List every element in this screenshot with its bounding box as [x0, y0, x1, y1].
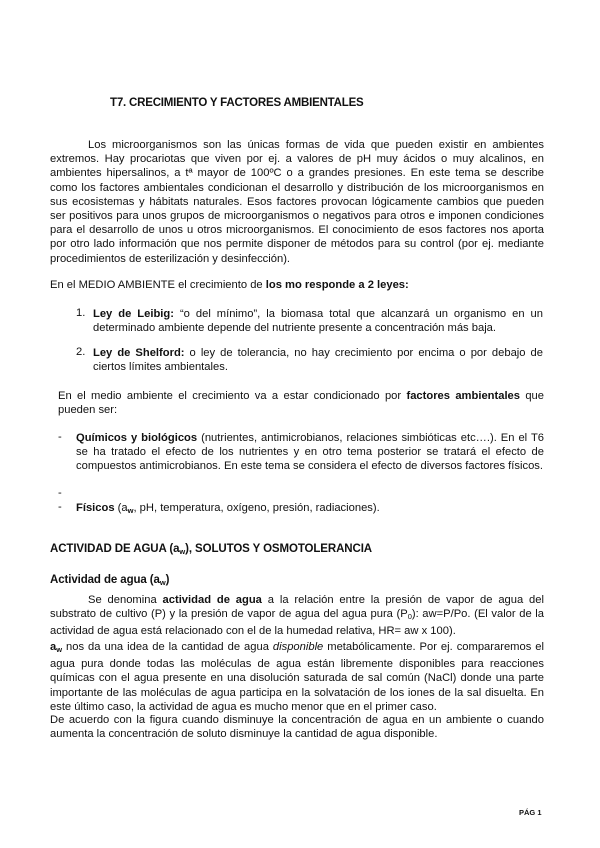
law-2-name: Ley de Shelford:	[93, 347, 185, 359]
factor-fisicos-sub: w	[127, 506, 134, 515]
factor-quimicos-text: (nutrientes, antimicrobianos, relaciones simbióticas etc….). En el T6 se ha tratado el efecto de los nutrientes y en otro tema posterior se tratará el efecto de compuestos antimicrobianos. En este tema se considera el efecto de diversos factores físicos.	[76, 432, 544, 473]
factor-quimicos-name: Químicos y biológicos	[76, 432, 198, 444]
law-1-text: “o del mínimo”, la biomasa total que alcanzará un organismo en un determinado ambiente depende del nutriente presente a concentración más baja.	[93, 308, 543, 335]
section-heading-pre: ACTIVIDAD DE AGUA (a	[50, 543, 180, 555]
law-1	[93, 307, 543, 335]
factor-fisicos-pre: (a	[114, 502, 128, 514]
factor-1-dash: -	[58, 431, 62, 443]
aw-definition-p2: a la relación entre la presión de vapor de agua del substrato de cultivo (P) y la presión de vapor de agua del agua pura (P	[50, 594, 544, 621]
aw-idea-italic: disponible	[272, 641, 324, 653]
law-1-name: Ley de Leibig:	[93, 308, 174, 320]
subsection-heading	[50, 574, 169, 587]
law-2	[93, 346, 543, 374]
aw-idea-a: a	[50, 641, 57, 653]
factores-intro-tail: que pueden ser:	[58, 390, 544, 417]
factores-intro	[58, 389, 544, 417]
factores-intro-bold: factores ambientales	[406, 390, 520, 402]
factores-intro-text: En el medio ambiente el crecimiento va a estar condicionado por	[58, 390, 407, 402]
leyes-intro-bold: los mo responde a 2 leyes:	[265, 279, 409, 291]
figura-paragraph: De acuerdo con la figura cuando disminuye la concentración de agua en un ambiente o cuando aumenta la concentración de soluto disminuye la cantidad de agua disponible.	[50, 714, 544, 741]
aw-idea-sub: w	[56, 645, 63, 654]
law-2-text: o ley de tolerancia, no hay crecimiento por encima o por debajo de ciertos límites ambientales.	[93, 347, 543, 374]
subsection-heading-post: )	[165, 574, 170, 586]
factor-fisicos	[76, 501, 544, 518]
page-number: PÁG 1	[519, 808, 542, 817]
page-title: T7. CRECIMIENTO Y FACTORES AMBIENTALES	[110, 97, 364, 109]
subsection-heading-sub: w	[159, 578, 166, 587]
leyes-intro-text: En el MEDIO AMBIENTE el crecimiento de	[50, 279, 266, 291]
factor-quimicos	[76, 431, 544, 474]
factor-fisicos-text: , pH, temperatura, oxígeno, presión, radiaciones).	[133, 502, 380, 514]
aw-idea-p1: nos da una idea de la cantidad de agua	[62, 641, 273, 653]
aw-definition-p1: Se denomina	[88, 594, 163, 606]
section-heading-sub: w	[179, 547, 186, 556]
aw-definition-bold: actividad de agua	[162, 594, 262, 606]
factor-3-dash: -	[58, 501, 62, 513]
aw-idea-p2: metabólicamente. Por ej. compararemos el agua pura donde todas las moléculas de agua están libremente disponibles para reacciones químicas con el agua presente en una disolución saturada de sal común (NaCl) donde una parte importante de las moléculas de agua participa en la solvatación de los iones de la sal disuelta. En este último caso, la actividad de agua es mucho menor que en el primer caso.	[50, 641, 544, 713]
subsection-heading-pre: Actividad de agua (a	[50, 574, 160, 586]
leyes-intro	[50, 278, 544, 292]
aw-definition-sub: 0	[407, 612, 412, 622]
section-heading	[50, 543, 372, 556]
factor-fisicos-name: Físicos	[76, 502, 115, 514]
section-heading-post: ), SOLUTOS Y OSMOTOLERANCIA	[185, 543, 372, 555]
aw-definition-p3: ): aw=P/Po. (El valor de la actividad de agua está relacionado con el de la humedad relativa, HR= aw x 100).	[50, 608, 544, 638]
aw-definition	[50, 593, 544, 639]
factor-2-dash: -	[58, 487, 62, 499]
law-2-number: 2.	[76, 346, 86, 358]
aw-idea-paragraph	[50, 640, 544, 714]
intro-paragraph: Los microorganismos son las únicas formas de vida que pueden existir en ambientes extremos. Hay procariotas que viven por ej. a valores de pH muy ácidos o muy alcalinos, en ambientes hipersalinos, a tª mayor de 100ºC o a grandes presiones. En este tema se describe como los factores ambientales condicionan el desarrollo y distribución de los microorganismos en sus ecosistemas y hábitats naturales. Esos factores provocan lógicamente cambios que pueden ser positivos para unos grupos de microorganismos o negativos para otros e imponen condiciones para el desarrollo de unos u otros microorganismos. El conocimiento de esos factores nos aporta por otro lado información que nos permite disponer de métodos para su control (por ej. mediante procedimientos de esterilización y desinfección).	[50, 139, 544, 265]
law-1-number: 1.	[76, 307, 86, 319]
